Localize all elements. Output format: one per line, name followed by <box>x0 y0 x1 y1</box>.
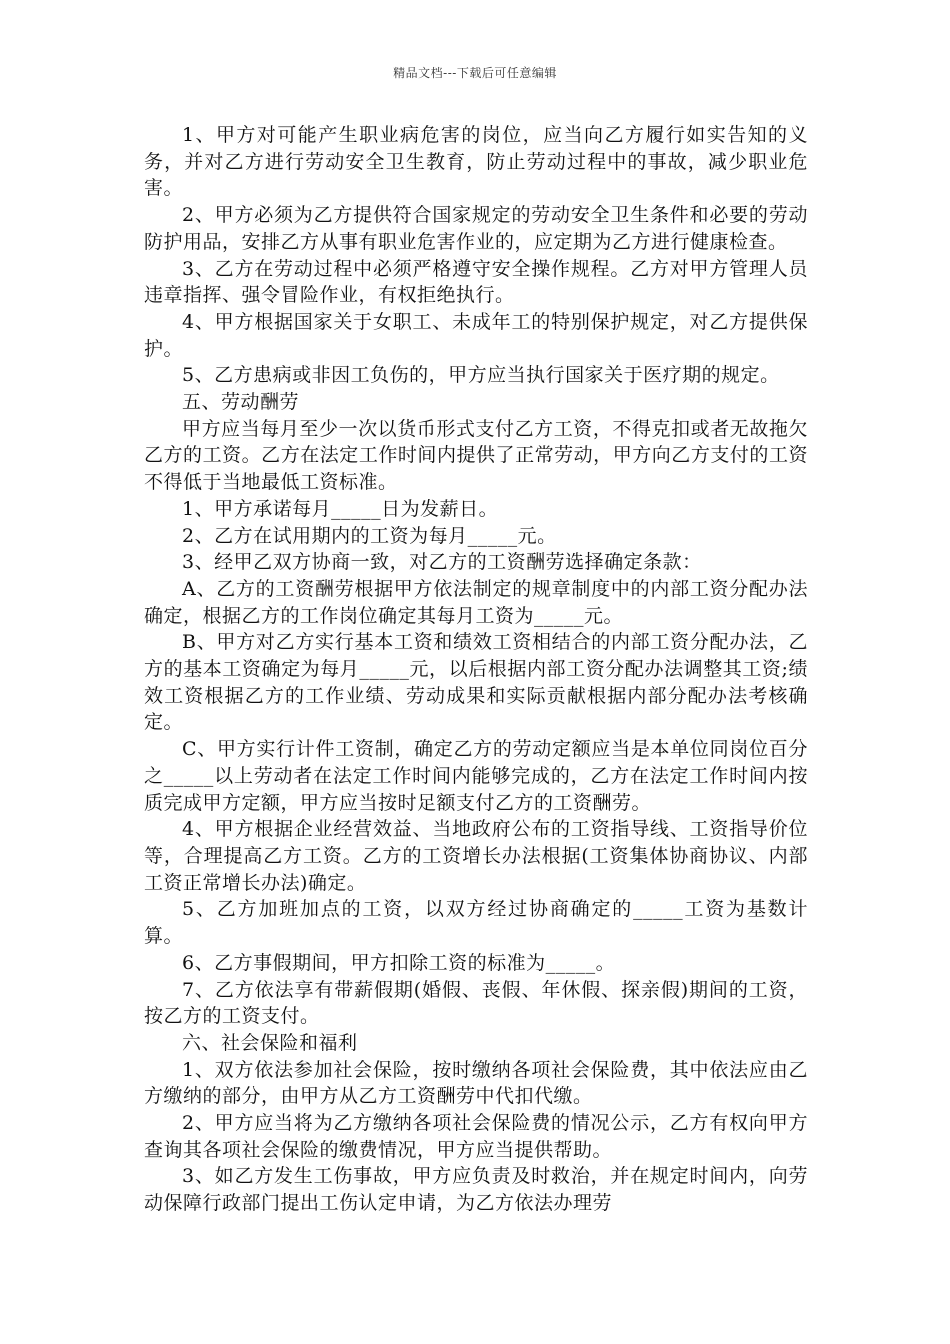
clause-paragraph: 3、如乙方发生工伤事故，甲方应负责及时救治，并在规定时间内，向劳动保障行政部门提出工伤认定申请，为乙方依法办理劳 <box>144 1165 808 1215</box>
clause-paragraph: 1、双方依法参加社会保险，按时缴纳各项社会保险费，其中依法应由乙方缴纳的部分，由甲方从乙方工资酬劳中代扣代缴。 <box>144 1058 808 1108</box>
clause-paragraph: 2、乙方在试用期内的工资为每月_____元。 <box>182 524 557 547</box>
document-body <box>144 122 808 1217</box>
clause-paragraph: 4、甲方根据企业经营效益、当地政府公布的工资指导线、工资指导价位等，合理提高乙方工资。乙方的工资增长办法根据(工资集体协商协议、内部工资正常增长办法)确定。 <box>144 818 808 894</box>
section-heading: 六、社会保险和福利 <box>182 1031 358 1054</box>
clause-paragraph: 3、乙方在劳动过程中必须严格遵守安全操作规程。乙方对甲方管理人员违章指挥、强令冒险作业，有权拒绝执行。 <box>144 257 808 307</box>
section-heading: 五、劳动酬劳 <box>182 391 300 414</box>
page-header: 精品文档---下载后可任意编辑 <box>393 66 557 80</box>
clause-paragraph: 1、甲方对可能产生职业病危害的岗位，应当向乙方履行如实告知的义务，并对乙方进行劳动安全卫生教育，防止劳动过程中的事故，减少职业危害。 <box>144 124 808 200</box>
clause-paragraph: 3、经甲乙双方协商一致，对乙方的工资酬劳选择确定条款： <box>182 551 702 574</box>
clause-paragraph: 5、乙方加班加点的工资，以双方经过协商确定的_____工资为基数计算。 <box>144 898 808 948</box>
clause-paragraph: 甲方应当每月至少一次以货币形式支付乙方工资，不得克扣或者无故拖欠乙方的工资。乙方在法定工作时间内提供了正常劳动，甲方向乙方支付的工资不得低于当地最低工资标准。 <box>144 417 808 494</box>
clause-paragraph: A、乙方的工资酬劳根据甲方依法制定的规章制度中的内部工资分配办法确定，根据乙方的工作岗位确定其每月工资为_____元。 <box>144 577 808 627</box>
clause-paragraph: 7、乙方依法享有带薪假期(婚假、丧假、年休假、探亲假)期间的工资，按乙方的工资支付。 <box>144 978 808 1028</box>
clause-paragraph: 6、乙方事假期间，甲方扣除工资的标准为_____。 <box>182 951 616 974</box>
clause-paragraph: C、甲方实行计件工资制，确定乙方的劳动定额应当是本单位同岗位百分之_____以上劳动者在法定工作时间内能够完成的，乙方在法定工作时间内按质完成甲方定额，甲方应当按时足额支付乙方的工资酬劳。 <box>144 738 808 814</box>
clause-paragraph: 4、甲方根据国家关于女职工、未成年工的特别保护规定，对乙方提供保护。 <box>144 310 808 360</box>
clause-paragraph: 1、甲方承诺每月_____日为发薪日。 <box>182 497 499 520</box>
clause-paragraph: B、甲方对乙方实行基本工资和绩效工资相结合的内部工资分配办法，乙方的基本工资确定为每月_____元，以后根据内部工资分配办法调整其工资;绩效工资根据乙方的工作业绩、劳动成果和实际贡献根据内部分配办法考核确定。 <box>144 631 808 734</box>
clause-paragraph: 2、甲方必须为乙方提供符合国家规定的劳动安全卫生条件和必要的劳动防护用品，安排乙方从事有职业危害作业的，应定期为乙方进行健康检查。 <box>144 204 808 253</box>
clause-paragraph: 5、乙方患病或非因工负伤的，甲方应当执行国家关于医疗期的规定。 <box>182 364 780 387</box>
clause-paragraph: 2、甲方应当将为乙方缴纳各项社会保险费的情况公示，乙方有权向甲方查询其各项社会保险的缴费情况，甲方应当提供帮助。 <box>144 1112 808 1161</box>
